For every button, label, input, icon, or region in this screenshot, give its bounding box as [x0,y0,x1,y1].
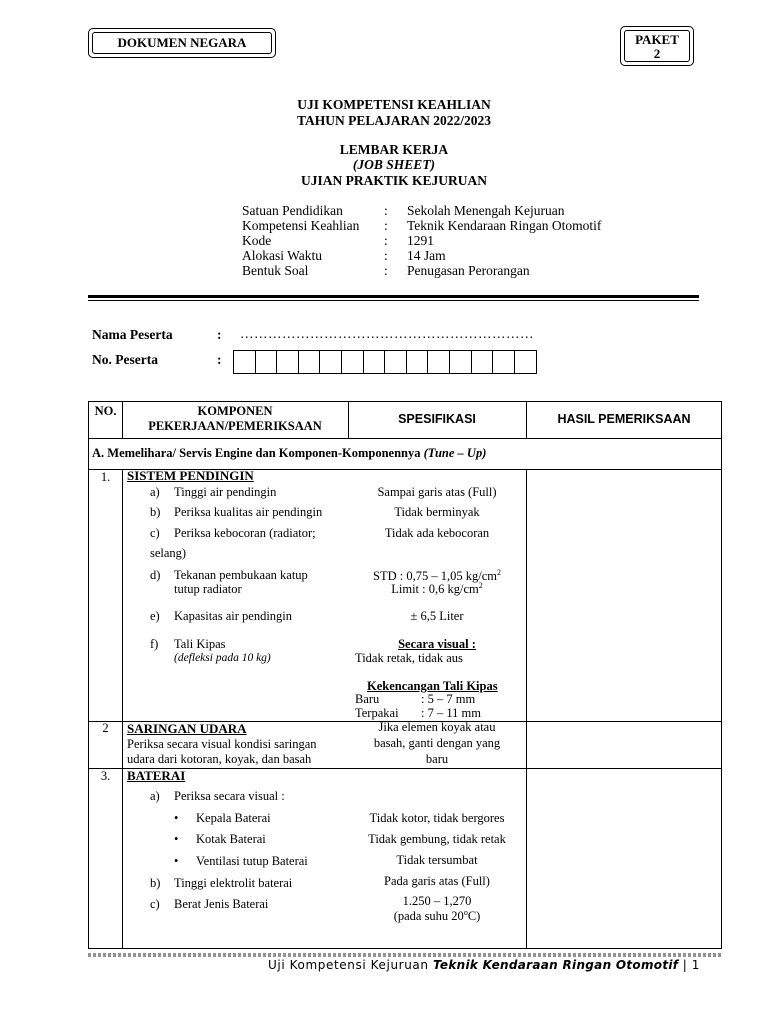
no-peserta-box[interactable] [299,351,321,373]
row1-f-spec-title: Secara visual : [398,637,476,651]
row2-spec2: basah, ganti dengan yang [373,736,501,750]
row1-c-text2: selang) [150,546,187,560]
nama-peserta-label: Nama Peserta [92,327,173,342]
page-footer: Uji Kompetensi Kejuruan Teknik Kendaraan Ringan Otomotif | 1 [268,958,701,972]
title-ujian-praktik: UJIAN PRAKTIK KEJURUAN [300,173,487,188]
row2-spec1: Jika elemen koyak atau [378,720,496,734]
col-divider-spesifikasi [526,402,527,948]
nama-peserta-field[interactable]: ……………………………………………………… [240,326,534,341]
row1-e-text: Kapasitas air pendingin [174,609,293,623]
row1-d-spec-std: STD : 0,75 – 1,05 $kg/cm^2$ [373,568,501,584]
row1-terpakai-value: : 7 – 11 mm [421,706,481,720]
row1-no: 1. [100,470,111,484]
row1-kekencangan-title: Kekencangan Tali Kipas [367,679,498,693]
no-peserta-box[interactable] [515,351,537,373]
row3-b2-text: Kotak Baterai [196,832,266,846]
no-peserta-colon: : [217,352,222,367]
dokumen-negara-badge [88,28,276,58]
row3-c-spec1: 1.250 – 1,270 [402,894,472,908]
header-divider-thick [88,295,699,298]
row1-a-text: Tinggi air pendingin [174,485,277,499]
header-no: NO. [94,404,117,418]
title-lembar-kerja: LEMBAR KERJA [339,142,449,157]
row2-text2: udara dari kotoran, koyak, dan basah [127,752,312,766]
row1-d-spec-limit: Limit : 0,6 $kg/cm^2$ [391,581,483,597]
footer-border [88,953,722,957]
row3-c-text: Berat Jenis Baterai [174,897,269,911]
no-peserta-box[interactable] [493,351,515,373]
paket-label: PAKET [635,32,679,47]
row1-b-text: Periksa kualitas air pendingin [174,505,323,519]
row3-b1-text: Kepala Baterai [196,811,271,825]
row3-b-text: Tinggi elektrolit baterai [174,876,293,890]
row3-b-spec: Pada garis atas (Full) [384,874,490,888]
no-peserta-box[interactable] [320,351,342,373]
row3-b3-spec: Tidak tersumbat [396,853,478,867]
row1-baru-value: : 5 – 7 mm [421,692,476,706]
no-peserta-box[interactable] [342,351,364,373]
row1-a-spec: Sampai garis atas (Full) [377,485,497,499]
row3-b1-spec: Tidak kotor, tidak bergores [369,811,505,825]
row2-spec3: baru [425,752,449,766]
row1-f-text2: (defleksi pada 10 kg) [174,652,271,664]
row2-title: SARINGAN UDARA [127,721,247,736]
row1-e-spec: ± 6,5 Liter [410,609,464,623]
row1-d-text2: tutup radiator [174,582,242,596]
header-divider-thin [88,300,699,301]
no-peserta-box[interactable] [256,351,278,373]
col-divider-no [122,402,123,948]
row3-b2-spec: Tidak gembung, tidak retak [368,832,506,846]
header-bottom-line [89,438,721,439]
bullet-icon: • [174,811,179,825]
row3-no: 3. [100,769,111,783]
header-komponen: KOMPONEN [197,404,273,418]
row1-b-spec: Tidak berminyak [394,505,480,519]
no-peserta-box[interactable] [407,351,429,373]
row1-f-spec: Tidak retak, tidak aus [355,651,463,665]
paket-badge [620,26,694,66]
no-peserta-box[interactable] [450,351,472,373]
no-peserta-box[interactable] [234,351,256,373]
row1-c-spec: Tidak ada kebocoran [384,526,490,540]
title-tahun-pelajaran: TAHUN PELAJARAN 2022/2023 [296,113,491,128]
no-peserta-box[interactable] [277,351,299,373]
row3-b3-text: Ventilasi tutup Baterai [196,854,308,868]
row3-c-spec2: (pada suhu 20$^o$C) [393,908,481,924]
row2-text1: Periksa secara visual kondisi saringan [127,737,317,751]
header-pekerjaan: PEKERJAAN/PEMERIKSAAN [148,419,322,433]
no-peserta-box[interactable] [472,351,494,373]
no-peserta-box[interactable] [428,351,450,373]
no-peserta-box[interactable] [364,351,386,373]
row3-a-text: Periksa secara visual : [174,789,285,803]
row1-f-text: Tali Kipas [174,637,226,651]
title-uji-kompetensi: UJI KOMPETENSI KEAHLIAN [297,97,491,112]
no-peserta-boxes[interactable] [233,350,537,374]
bullet-icon: • [174,832,179,846]
row1-title: SISTEM PENDINGIN [127,468,254,483]
title-job-sheet: (JOB SHEET) [352,157,436,172]
nama-peserta-colon: : [217,327,222,342]
row3-title: BATERAI [127,768,186,783]
no-peserta-box[interactable] [385,351,407,373]
paket-number: 2 [653,46,661,61]
inspection-table: NO. KOMPONEN PEKERJAAN/PEMERIKSAAN SPESIFIKASI HASIL PEMERIKSAAN A. Memelihara/ Servis Engine dan Komponen-Komponennya (Tune – Up) 1. SISTEM PENDINGIN a) Tinggi air pendingin Sampai garis atas (Full) b) Periksa kualitas air pendingin Tidak berminyak c) Periksa kebocoran (radiator; selang) Tidak ada kebocoran d) Tekanan pembukaan katup tutup radiator STD : 0,75 – 1,05 $kg/cm^2$ Limit : 0,6 $kg/cm^2$ e) Kapasitas air pendingin ± 6,5 Liter f) Tali Kipas (defleksi pada 10 kg) Secara visual : Tidak retak, tidak aus Kekencangan Tali Kipas Baru : 5 – 7 mm Terpakai : 7 – 11 mm 2 SARINGAN UDARA Periksa secara visual kondisi saringan udara dari kotoran, koyak, dan basah Jika elemen koyak atau basah, ganti dengan yang baru 3. BATERAI a) Periksa secara visual : • Kepala Baterai Tidak kotor, tidak bergores • Kotak Baterai Tidak gembung, tidak retak • Ventilasi tutup Baterai Tidak tersumbat b) Tinggi elektrolit baterai Pada garis atas (Full) c) Berat Jenis Baterai 1.250 – 1,270 (pada suhu 20$^o$C) [88,401,722,949]
row1-c-text: Periksa kebocoran (radiator; [174,526,316,540]
section-a-title: A. Memelihara/ Servis Engine dan Komponen-Komponennya (Tune – Up) [92,446,487,460]
row1-d-text: Tekanan pembukaan katup [174,568,308,582]
row2-no: 2 [102,721,109,735]
dokumen-negara-label: DOKUMEN NEGARA [92,32,272,54]
bullet-icon: • [174,854,179,868]
header-spesifikasi: SPESIFIKASI [398,412,476,426]
header-hasil: HASIL PEMERIKSAAN [557,412,691,426]
no-peserta-label: No. Peserta [92,352,158,367]
